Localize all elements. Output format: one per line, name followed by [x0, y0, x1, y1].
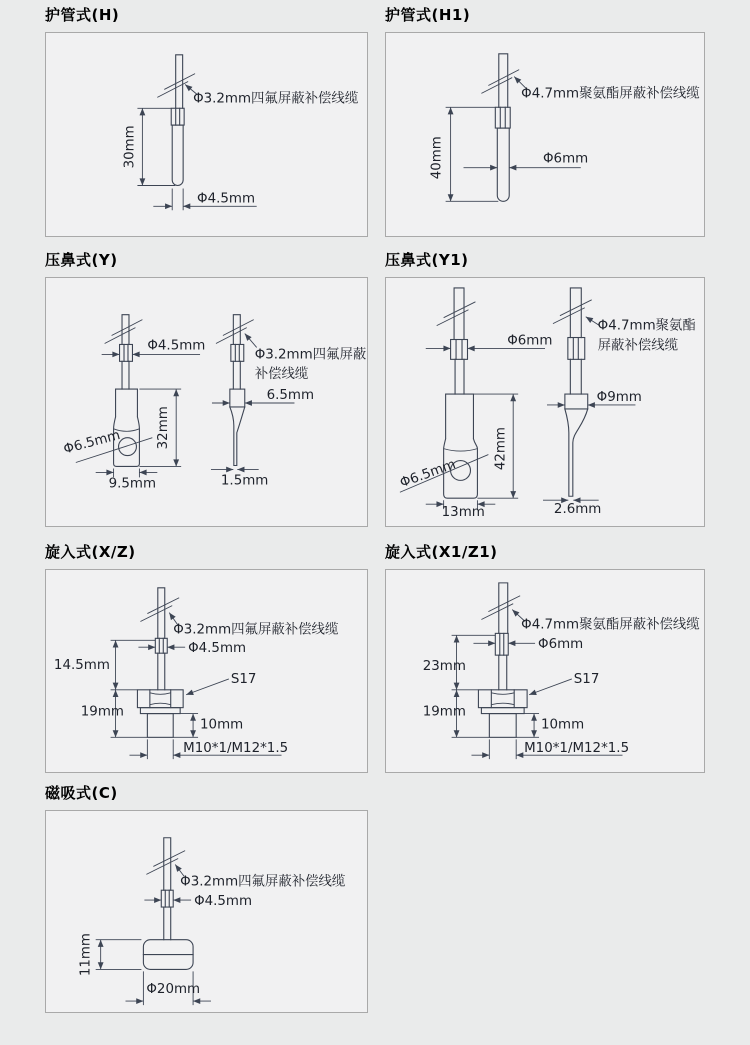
probe-outline — [478, 583, 527, 737]
dim-label-cable-line1: Φ4.7mm聚氨酯 — [597, 318, 696, 334]
dim-label-upper-length: 23mm — [422, 659, 466, 675]
thread-section — [147, 714, 173, 738]
dimensions — [122, 84, 358, 210]
panel-title: 压鼻式(Y1) — [385, 251, 469, 269]
dim-label-diameter: Φ4.5mm — [197, 191, 256, 207]
cable-break-icon — [216, 320, 254, 344]
dim-label-nose-width: 13mm — [441, 505, 485, 521]
drawing-box — [385, 32, 705, 237]
cable-break-icon — [553, 300, 592, 324]
dim-label-diameter: Φ6mm — [543, 151, 589, 167]
flange — [140, 708, 180, 714]
drawing-box — [45, 277, 368, 527]
drawing-box — [45, 569, 368, 773]
technical-drawing-y — [46, 278, 367, 526]
panel-y1 — [385, 251, 705, 527]
dim-label-blade-thickness: 2.6mm — [553, 502, 602, 518]
dim-label-hex: S17 — [230, 671, 257, 687]
drawing-box — [45, 810, 368, 1013]
dim-label-length: 40mm — [429, 136, 445, 180]
dim-label-side-width: Φ9mm — [596, 390, 642, 406]
technical-drawing-xz — [46, 570, 367, 772]
dimensions-side — [543, 317, 696, 518]
probe-outline — [157, 55, 195, 186]
technical-drawing-h1 — [386, 33, 704, 236]
cable-break-icon — [437, 302, 476, 326]
dim-label-sleeve-diameter: Φ6mm — [538, 637, 584, 653]
dim-label-cable: Φ3.2mm四氟屏蔽补偿线缆 — [193, 91, 359, 107]
dim-label-height: 11mm — [78, 933, 94, 977]
dim-label-cable-line2: 屏蔽补偿线缆 — [597, 338, 679, 354]
drawing-box — [385, 569, 705, 773]
dim-label-sleeve-diameter: Φ6mm — [507, 333, 553, 349]
dimensions — [54, 613, 339, 760]
dim-label-side-width: 6.5mm — [266, 388, 315, 404]
panel-y — [45, 251, 368, 527]
dim-label-thread-spec: M10*1/M12*1.5 — [524, 741, 630, 757]
flange — [481, 708, 524, 714]
cable-break-icon — [481, 596, 520, 620]
dim-label-cable: Φ4.7mm聚氨酯屏蔽补偿线缆 — [521, 86, 700, 102]
panel-title: 旋入式(X/Z) — [45, 543, 136, 561]
dimensions-front — [62, 338, 205, 491]
dim-label-diameter: Φ20mm — [146, 982, 201, 998]
dimensions — [79, 864, 346, 1005]
dim-label-nose-width: 9.5mm — [108, 476, 157, 492]
dimensions — [430, 77, 701, 202]
dim-label-sleeve-diameter: Φ4.5mm — [188, 641, 247, 657]
dim-label-hole-diameter: Φ6.5mm — [398, 457, 458, 492]
dim-label-cable: Φ3.2mm四氟屏蔽补偿线缆 — [180, 874, 346, 890]
technical-drawing-y1 — [386, 278, 704, 526]
panel-x1z1 — [385, 543, 705, 773]
dim-label-cable: Φ3.2mm四氟屏蔽补偿线缆 — [173, 622, 339, 638]
panel-title: 护管式(H) — [45, 6, 120, 24]
dim-label-lower-length: 19mm — [422, 704, 466, 720]
hex-nut — [137, 690, 183, 708]
dim-label-cable-line2: 补偿线缆 — [254, 367, 309, 383]
dim-label-cable: Φ4.7mm聚氨酯屏蔽补偿线缆 — [521, 617, 700, 633]
dim-label-length: 32mm — [156, 406, 172, 450]
panel-h — [45, 6, 368, 237]
technical-drawing-c — [46, 811, 367, 1012]
dim-label-hole-diameter: Φ6.5mm — [62, 427, 122, 458]
hex-nut — [478, 690, 527, 708]
dim-label-blade-thickness: 1.5mm — [220, 473, 269, 489]
technical-drawing-h — [46, 33, 367, 236]
panel-c — [45, 784, 368, 1013]
dim-label-length: 30mm — [122, 125, 138, 169]
probe-outline — [137, 588, 183, 738]
panel-title: 压鼻式(Y) — [45, 251, 118, 269]
dim-label-upper-length: 14.5mm — [53, 658, 110, 674]
dim-label-thread-length: 10mm — [200, 717, 244, 733]
cable-break-icon — [481, 70, 519, 94]
probe-side-view — [553, 288, 592, 496]
dim-label-thread-length: 10mm — [541, 717, 585, 733]
thread-section — [489, 714, 516, 738]
technical-drawing-x1z1 — [386, 570, 704, 772]
probe-outline — [143, 838, 193, 970]
cable-break-icon — [146, 851, 185, 875]
dim-label-cable-line1: Φ3.2mm四氟屏蔽 — [254, 347, 367, 363]
dim-label-hex: S17 — [573, 671, 600, 687]
drawing-box — [385, 277, 705, 527]
probe-outline — [481, 54, 519, 202]
cable-break-icon — [105, 320, 143, 344]
dim-label-lower-length: 19mm — [80, 704, 124, 720]
panel-h1 — [385, 6, 705, 237]
panel-title: 旋入式(X1/Z1) — [385, 543, 498, 561]
panel-title: 磁吸式(C) — [45, 784, 118, 802]
panel-xz — [45, 543, 368, 773]
dim-label-length: 42mm — [493, 427, 509, 471]
dim-label-sleeve-diameter: Φ4.5mm — [147, 338, 206, 354]
drawing-box — [45, 32, 368, 237]
dimensions-front — [398, 333, 552, 520]
panel-title: 护管式(H1) — [385, 6, 471, 24]
dim-label-thread-spec: M10*1/M12*1.5 — [183, 741, 289, 757]
dim-label-sleeve-diameter: Φ4.5mm — [194, 894, 253, 910]
dimensions — [423, 610, 701, 760]
